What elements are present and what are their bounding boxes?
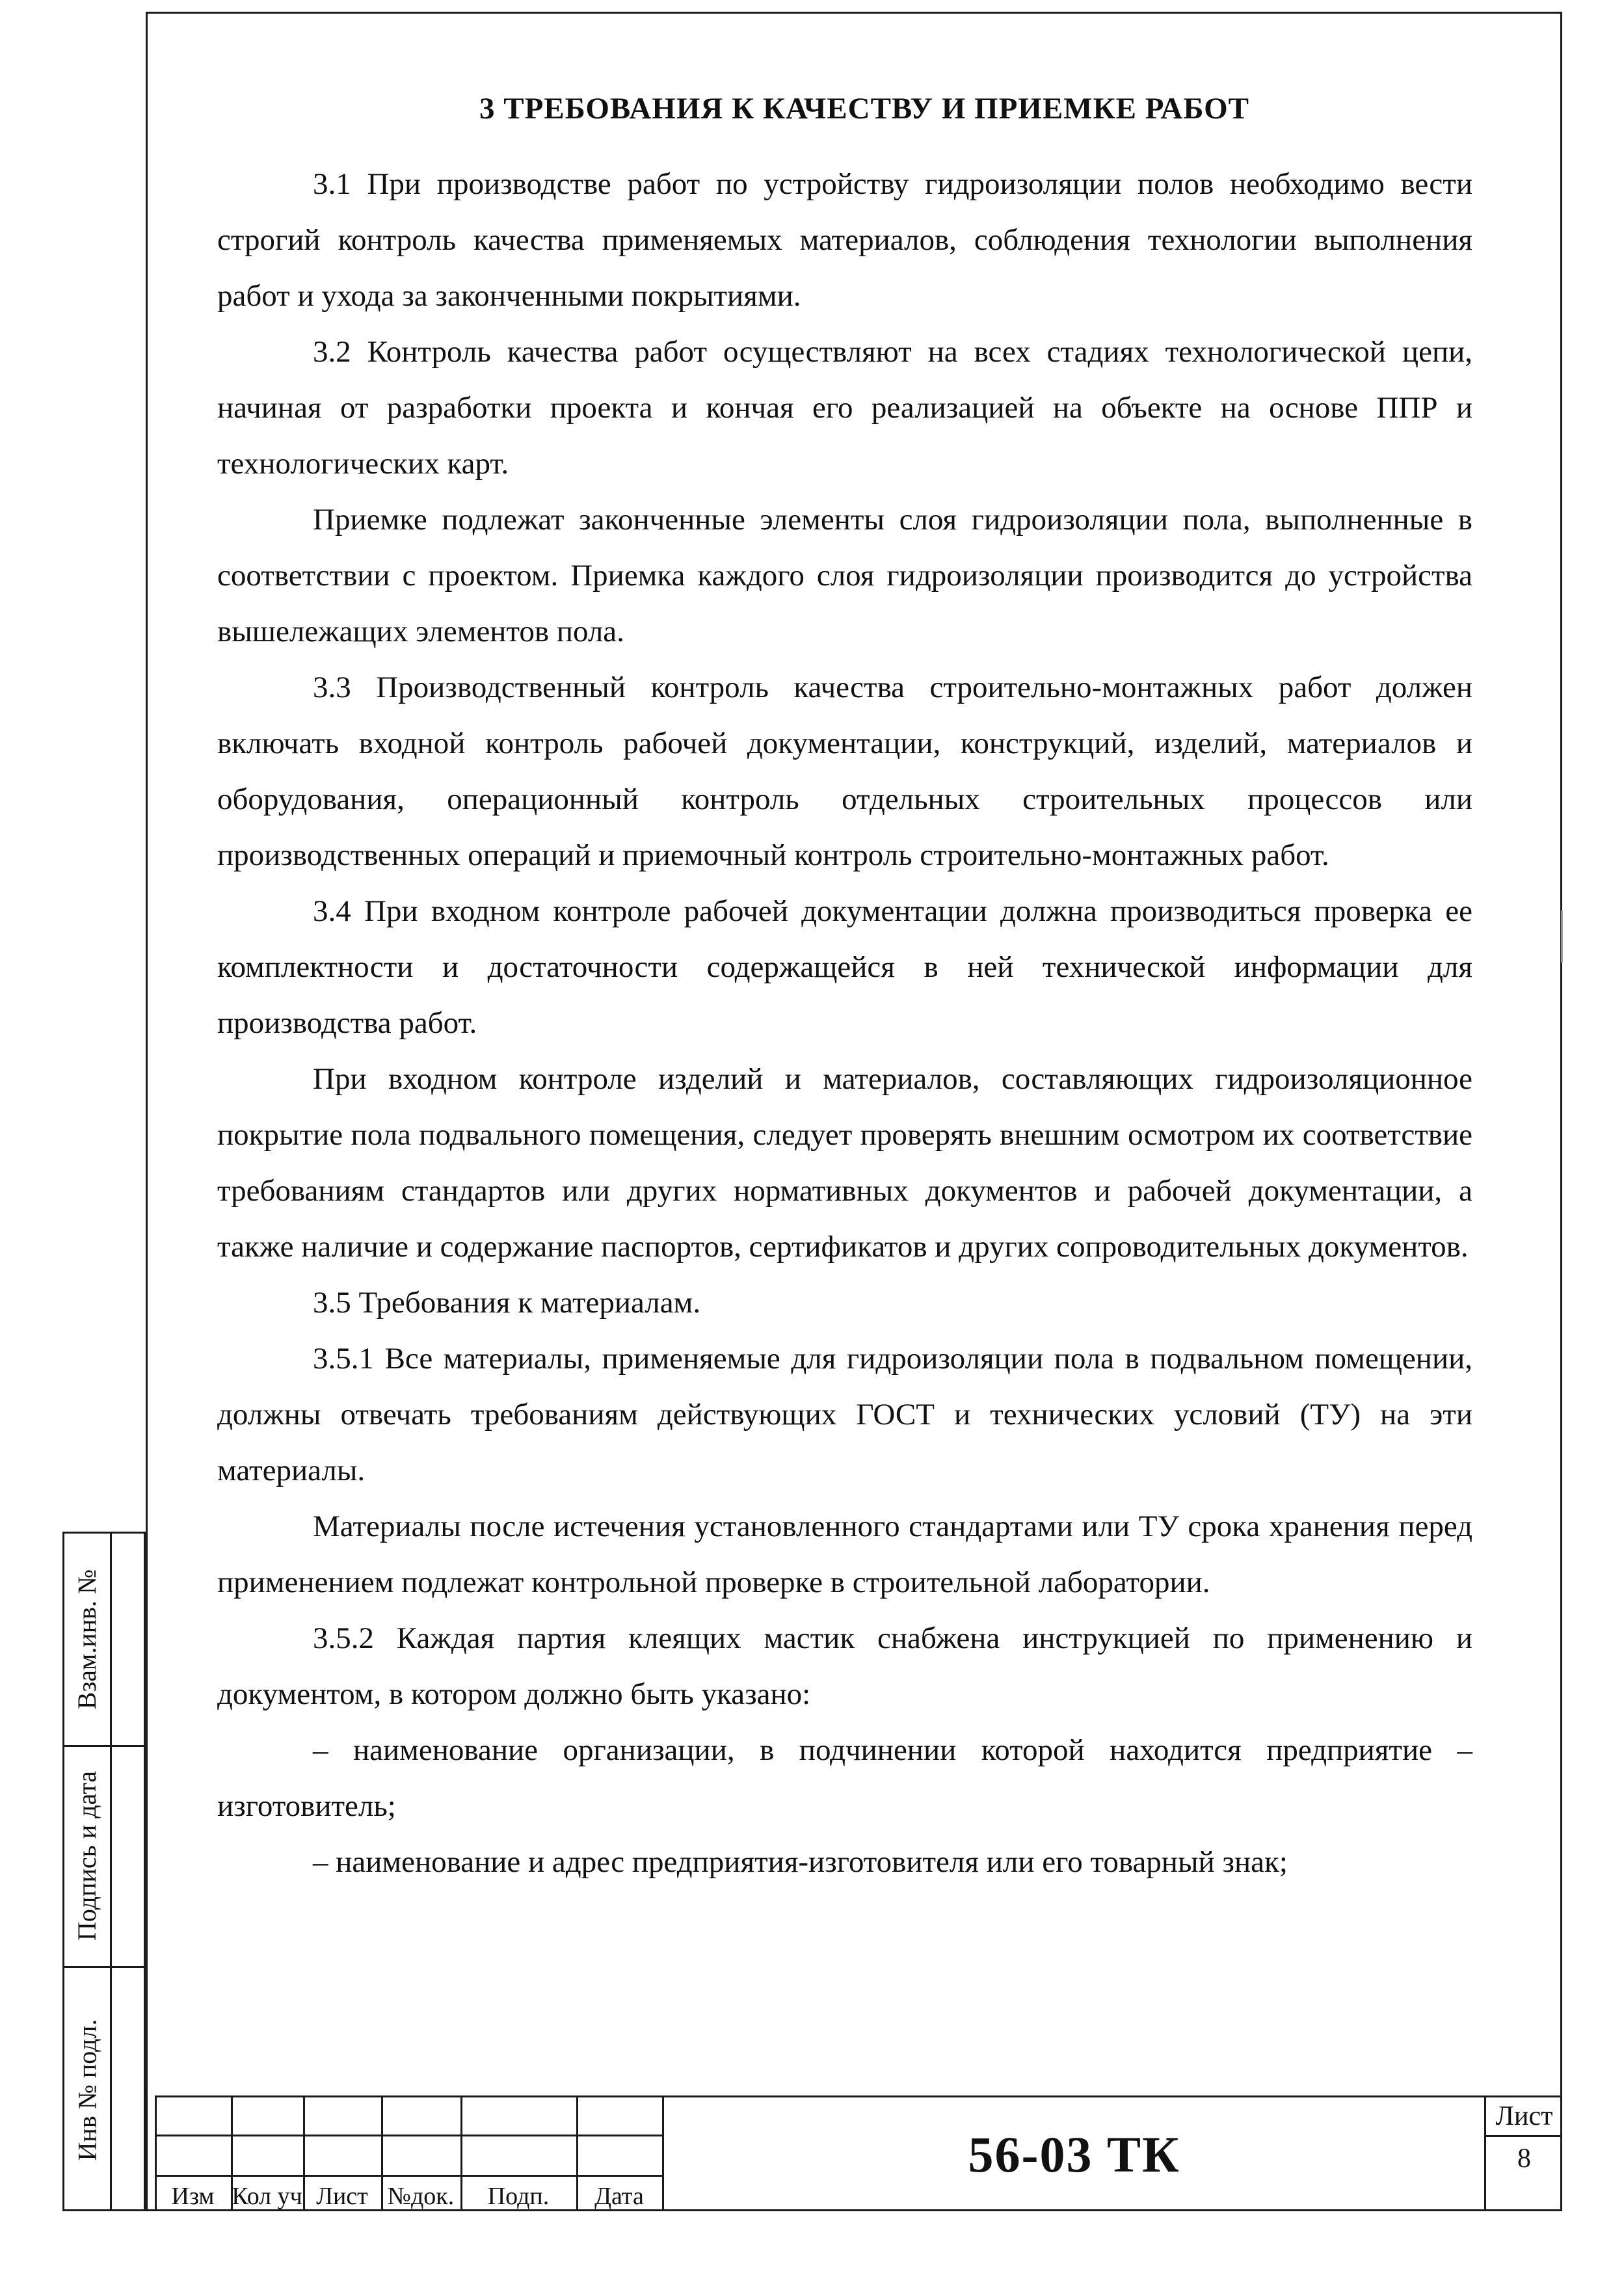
- paragraph-3-3: 3.3 Производственный контроль качества строительно-монтажных работ должен включать входной контроль рабочей документации, конструкций, изделий, материалов и оборудования, операционный контроль отдельных строительных процессов или производственных операций и приемочный контроль строительно-монтажных работ.: [217, 671, 1472, 872]
- column-header-doc-number: №док.: [387, 2183, 455, 2210]
- section-title: 3 ТРЕБОВАНИЯ К КАЧЕСТВУ И ПРИЕМКЕ РАБОТ: [479, 92, 1250, 126]
- paragraph-3-5-1: 3.5.1 Все материалы, применяемые для гидроизоляции пола в подвальном помещении, должны отвечать требованиям действующих ГОСТ и технических условий (ТУ) на эти материалы.: [217, 1342, 1472, 1487]
- side-field-label: Инв № подл.: [72, 2019, 102, 2161]
- paragraph-acceptance: Приемке подлежат законченные элементы слоя гидроизоляции пола, выполненные в соответствии с проектом. Приемка каждого слоя гидроизоляции производится до устройства вышележащих элементов пола.: [217, 503, 1472, 648]
- side-field-inventory: [64, 1966, 110, 2213]
- title-block: [155, 2095, 1562, 2211]
- paragraph-3-2: 3.2 Контроль качества работ осуществляют на всех стадиях технологической цепи, начиная от разработки проекта и кончая его реализацией на объекте на основе ППР и технологических карт.: [217, 335, 1472, 481]
- side-stamp: [62, 1532, 146, 2211]
- paragraph-3-5-2: 3.5.2 Каждая партия клеящих мастик снабжена инструкцией по применению и документом, в котором должно быть указано:: [217, 1621, 1472, 1711]
- side-field-label: Взам.инв. №: [72, 1569, 102, 1710]
- paragraph-input-control: При входном контроле изделий и материалов, составляющих гидроизоляционное покрытие пола подвального помещения, следует проверять внешним осмотром их соответствие требованиям стандартов или других нормативных документов и рабочей документации, а также наличие и содержание паспортов, сертификатов и других сопроводительных документов.: [217, 1062, 1472, 1264]
- side-field-replacement: [64, 1534, 110, 1745]
- scan-edge-mark: [1561, 911, 1563, 963]
- side-stamp-divider: [110, 1534, 112, 2209]
- sheet-cell: [1484, 2095, 1562, 2211]
- list-item: – наименование и адрес предприятия-изготовителя или его товарный знак;: [313, 1845, 1288, 1879]
- revision-table: [155, 2095, 662, 2211]
- paragraph-expiry: Материалы после истечения установленного стандартами или ТУ срока хранения перед применением подлежат контрольной проверке в строительной лаборатории.: [217, 1510, 1472, 1599]
- sheet-label: Лист: [1486, 2097, 1562, 2137]
- paragraph-3-5: 3.5 Требования к материалам.: [313, 1286, 701, 1320]
- paragraph-3-4: 3.4 При входном контроле рабочей документации должна производиться проверка ее комплектности и достаточности содержащейся в ней технической информации для производства работ.: [217, 894, 1472, 1040]
- side-field-label: Подпись и дата: [72, 1770, 102, 1941]
- side-field-signature: [64, 1745, 110, 1966]
- column-header-signature: Подп.: [487, 2183, 550, 2210]
- column-header-change: Изм: [171, 2183, 215, 2210]
- document-code-cell: [662, 2095, 1484, 2211]
- document-body: [217, 91, 1472, 1890]
- sheet-number: 8: [1517, 2144, 1531, 2174]
- column-header-sheet: Лист: [316, 2183, 368, 2210]
- paragraph-3-1: 3.1 При производстве работ по устройству гидроизоляции полов необходимо вести строгий контроль качества применяемых материалов, соблюдения технологии выполнения работ и ухода за законченными покрытиями.: [217, 167, 1472, 313]
- document-code: 56-03 ТК: [968, 2125, 1180, 2183]
- column-header-date: Дата: [594, 2183, 644, 2210]
- list-item: – наименование организации, в подчинении которой находится предприятие – изготовитель;: [217, 1733, 1472, 1823]
- column-header-count: Кол уч: [232, 2183, 302, 2210]
